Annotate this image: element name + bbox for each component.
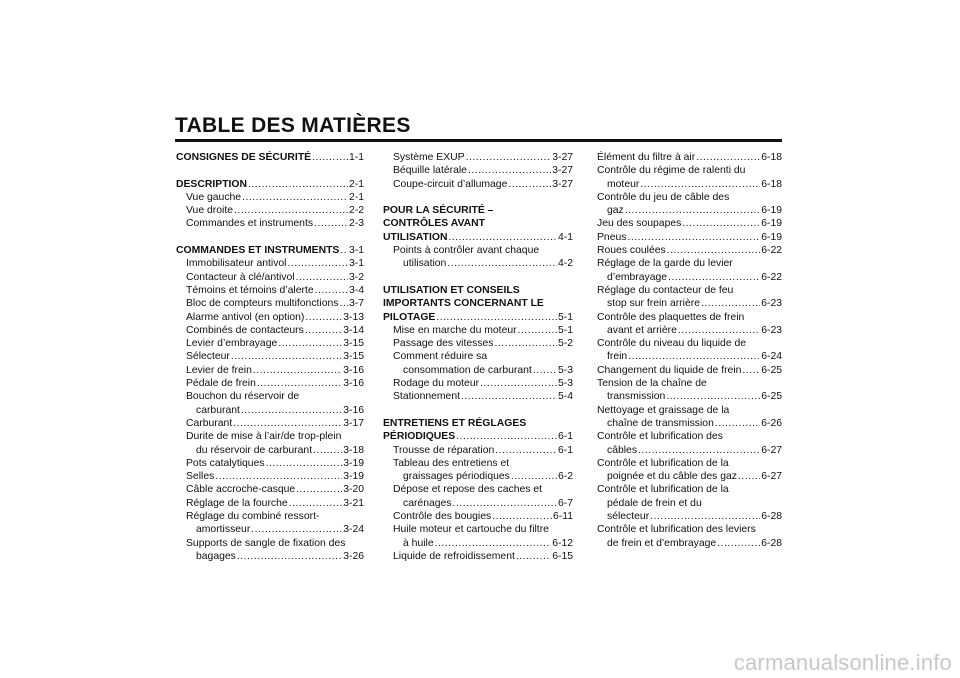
toc-section-line[interactable]: ENTRETIENS ET RÉGLAGES — [383, 417, 527, 429]
toc-entry[interactable]: Jeu des soupapes ..... 6-19 — [597, 217, 782, 230]
toc-entry-line[interactable]: Tableau des entretiens et — [393, 457, 510, 469]
toc-entry[interactable]: Pneus ..... 6-19 — [597, 231, 782, 244]
toc-entry[interactable]: sélecteur ..... 6-28 — [597, 510, 782, 523]
toc-entry-line[interactable]: Nettoyage et graissage de la — [597, 404, 730, 416]
toc-entry[interactable]: Stationnement ..... 5-4 — [383, 390, 573, 403]
toc-entry[interactable]: Contrôle des bougies ..... 6-11 — [383, 510, 573, 523]
toc-entry-line[interactable]: Points à contrôler avant chaque — [393, 245, 540, 257]
toc-entry[interactable]: Béquille latérale ..... 3-27 — [383, 164, 573, 177]
toc-entry[interactable]: moteur ..... 6-18 — [597, 178, 782, 191]
toc-entry-line[interactable]: Dépose et repose des caches et — [393, 484, 543, 496]
toc-entry-line[interactable]: Réglage du contacteur de feu — [597, 284, 734, 296]
toc-entry[interactable]: Réglage de la fourche ..... 3-21 — [176, 497, 364, 510]
toc-entry[interactable]: utilisation ..... 4-2 — [383, 257, 573, 270]
toc-entry[interactable]: avant et arrière ..... 6-23 — [597, 324, 782, 337]
toc-column-1 — [176, 151, 364, 563]
toc-entry[interactable]: poignée et du câble des gaz ..... 6-27 — [597, 470, 782, 483]
title-rule — [175, 139, 782, 142]
toc-entry-line[interactable]: Contrôle du niveau du liquide de — [597, 338, 747, 350]
toc-entry-line[interactable]: pédale de frein et du — [607, 497, 702, 509]
toc-section-line[interactable]: CONTRÔLES AVANT — [383, 218, 485, 230]
toc-entry[interactable]: Système EXUP ..... 3-27 — [383, 151, 573, 164]
toc-entry[interactable]: Pédale de frein ..... 3-16 — [176, 377, 364, 390]
toc-section-line[interactable]: UTILISATION ET CONSEILS — [383, 284, 520, 296]
toc-section-line[interactable]: POUR LA SÉCURITÉ – — [383, 205, 494, 217]
toc-entry[interactable]: Alarme antivol (en option) ..... 3-13 — [176, 311, 364, 324]
toc-entry[interactable]: d’embrayage ..... 6-22 — [597, 271, 782, 284]
page-title: TABLE DES MATIÈRES — [175, 114, 411, 137]
toc-entry[interactable]: Trousse de réparation ..... 6-1 — [383, 444, 573, 457]
toc-entry[interactable]: à huile ..... 6-12 — [383, 537, 573, 550]
toc-entry-line[interactable]: Contrôle du régime de ralenti du — [597, 165, 746, 177]
toc-entry[interactable]: frein ..... 6-24 — [597, 350, 782, 363]
toc-entry[interactable]: du réservoir de carburant ..... 3-18 — [176, 444, 364, 457]
toc-entry-line[interactable]: Réglage de la garde du levier — [597, 258, 733, 270]
toc-entry[interactable]: CONSIGNES DE SÉCURITÉ ..... 1-1 — [176, 151, 364, 164]
toc-entry[interactable]: gaz ..... 6-19 — [597, 204, 782, 217]
toc-entry[interactable]: Sélecteur ..... 3-15 — [176, 350, 364, 363]
toc-entry[interactable]: PILOTAGE ..... 5-1 — [383, 311, 573, 324]
toc-entry[interactable]: PÉRIODIQUES ..... 6-1 — [383, 430, 573, 443]
toc-entry[interactable]: Levier de frein ..... 3-16 — [176, 364, 364, 377]
toc-section-line[interactable]: IMPORTANTS CONCERNANT LE — [383, 298, 544, 310]
toc-entry[interactable]: UTILISATION ..... 4-1 — [383, 231, 573, 244]
toc-entry[interactable]: stop sur frein arrière ..... 6-23 — [597, 297, 782, 310]
toc-entry[interactable]: Selles ..... 3-19 — [176, 470, 364, 483]
toc-entry-line[interactable]: Tension de la chaîne de — [597, 378, 707, 390]
watermark: carmanualsonline.info — [733, 650, 952, 675]
toc-entry[interactable]: COMMANDES ET INSTRUMENTS ..... 3-1 — [176, 244, 364, 257]
toc-entry[interactable]: carénages ..... 6-7 — [383, 497, 573, 510]
toc-entry[interactable]: Commandes et instruments ..... 2-3 — [176, 217, 364, 230]
toc-entry-line[interactable]: Bouchon du réservoir de — [186, 391, 300, 403]
toc-entry[interactable]: Contacteur à clé/antivol ..... 3-2 — [176, 271, 364, 284]
toc-entry[interactable]: carburant ..... 3-16 — [176, 404, 364, 417]
toc-entry[interactable]: Câble accroche-casque ..... 3-20 — [176, 483, 364, 496]
toc-entry[interactable]: amortisseur ..... 3-24 — [176, 523, 364, 536]
toc-entry[interactable]: Vue droite ..... 2-2 — [176, 204, 364, 217]
toc-entry-line[interactable]: Comment réduire sa — [393, 351, 488, 363]
toc-entry-line[interactable]: Contrôle du jeu de câble des — [597, 191, 730, 203]
toc-entry[interactable]: Témoins et témoins d’alerte ..... 3-4 — [176, 284, 364, 297]
toc-entry[interactable]: DESCRIPTION ..... 2-1 — [176, 178, 364, 191]
toc-entry[interactable]: Coupe-circuit d’allumage ..... 3-27 — [383, 178, 573, 191]
toc-entry[interactable]: chaîne de transmission ..... 6-26 — [597, 417, 782, 430]
toc-entry[interactable]: Rodage du moteur ..... 5-3 — [383, 377, 573, 390]
toc-entry[interactable]: transmission ..... 6-25 — [597, 390, 782, 403]
toc-entry[interactable]: Immobilisateur antivol ..... 3-1 — [176, 257, 364, 270]
toc-entry[interactable]: Bloc de compteurs multifonctions ..... 3-7 — [176, 297, 364, 310]
toc-entry[interactable]: Levier d’embrayage ..... 3-15 — [176, 337, 364, 350]
toc-column-3 — [597, 151, 782, 550]
toc-entry[interactable]: câbles ..... 6-27 — [597, 444, 782, 457]
toc-column-2 — [383, 151, 573, 563]
toc-entry[interactable]: Roues coulées ..... 6-22 — [597, 244, 782, 257]
toc-entry-line[interactable]: Huile moteur et cartouche du filtre — [393, 524, 549, 536]
toc-entry[interactable]: Combinés de contacteurs ..... 3-14 — [176, 324, 364, 337]
toc-entry[interactable]: Changement du liquide de frein ..... 6-25 — [597, 364, 782, 377]
toc-entry-line[interactable]: Contrôle et lubrification des leviers — [597, 524, 756, 536]
toc-entry[interactable]: Carburant ..... 3-17 — [176, 417, 364, 430]
toc-entry[interactable]: Liquide de refroidissement ..... 6-15 — [383, 550, 573, 563]
toc-entry-line[interactable]: Réglage du combiné ressort- — [186, 511, 320, 523]
toc-entry[interactable]: Passage des vitesses ..... 5-2 — [383, 337, 573, 350]
toc-entry[interactable]: de frein et d’embrayage ..... 6-28 — [597, 537, 782, 550]
toc-entry-line[interactable]: Contrôle et lubrification de la — [597, 457, 729, 469]
toc-entry-line[interactable]: Contrôle et lubrification de la — [597, 484, 729, 496]
toc-entry[interactable]: Élément du filtre à air ..... 6-18 — [597, 151, 782, 164]
toc-entry-line[interactable]: Contrôle et lubrification des — [597, 431, 723, 443]
toc-entry-line[interactable]: Contrôle des plaquettes de frein — [597, 311, 745, 323]
toc-entry[interactable]: graissages périodiques ..... 6-2 — [383, 470, 573, 483]
toc-entry[interactable]: Vue gauche ..... 2-1 — [176, 191, 364, 204]
toc-entry[interactable]: bagages ..... 3-26 — [176, 550, 364, 563]
toc-entry[interactable]: consommation de carburant ..... 5-3 — [383, 364, 573, 377]
toc-entry-line[interactable]: Supports de sangle de fixation des — [186, 537, 346, 549]
toc-entry[interactable]: Pots catalytiques ..... 3-19 — [176, 457, 364, 470]
toc-entry-line[interactable]: Durite de mise à l’air/de trop-plein — [186, 431, 342, 443]
toc-entry[interactable]: Mise en marche du moteur ..... 5-1 — [383, 324, 573, 337]
